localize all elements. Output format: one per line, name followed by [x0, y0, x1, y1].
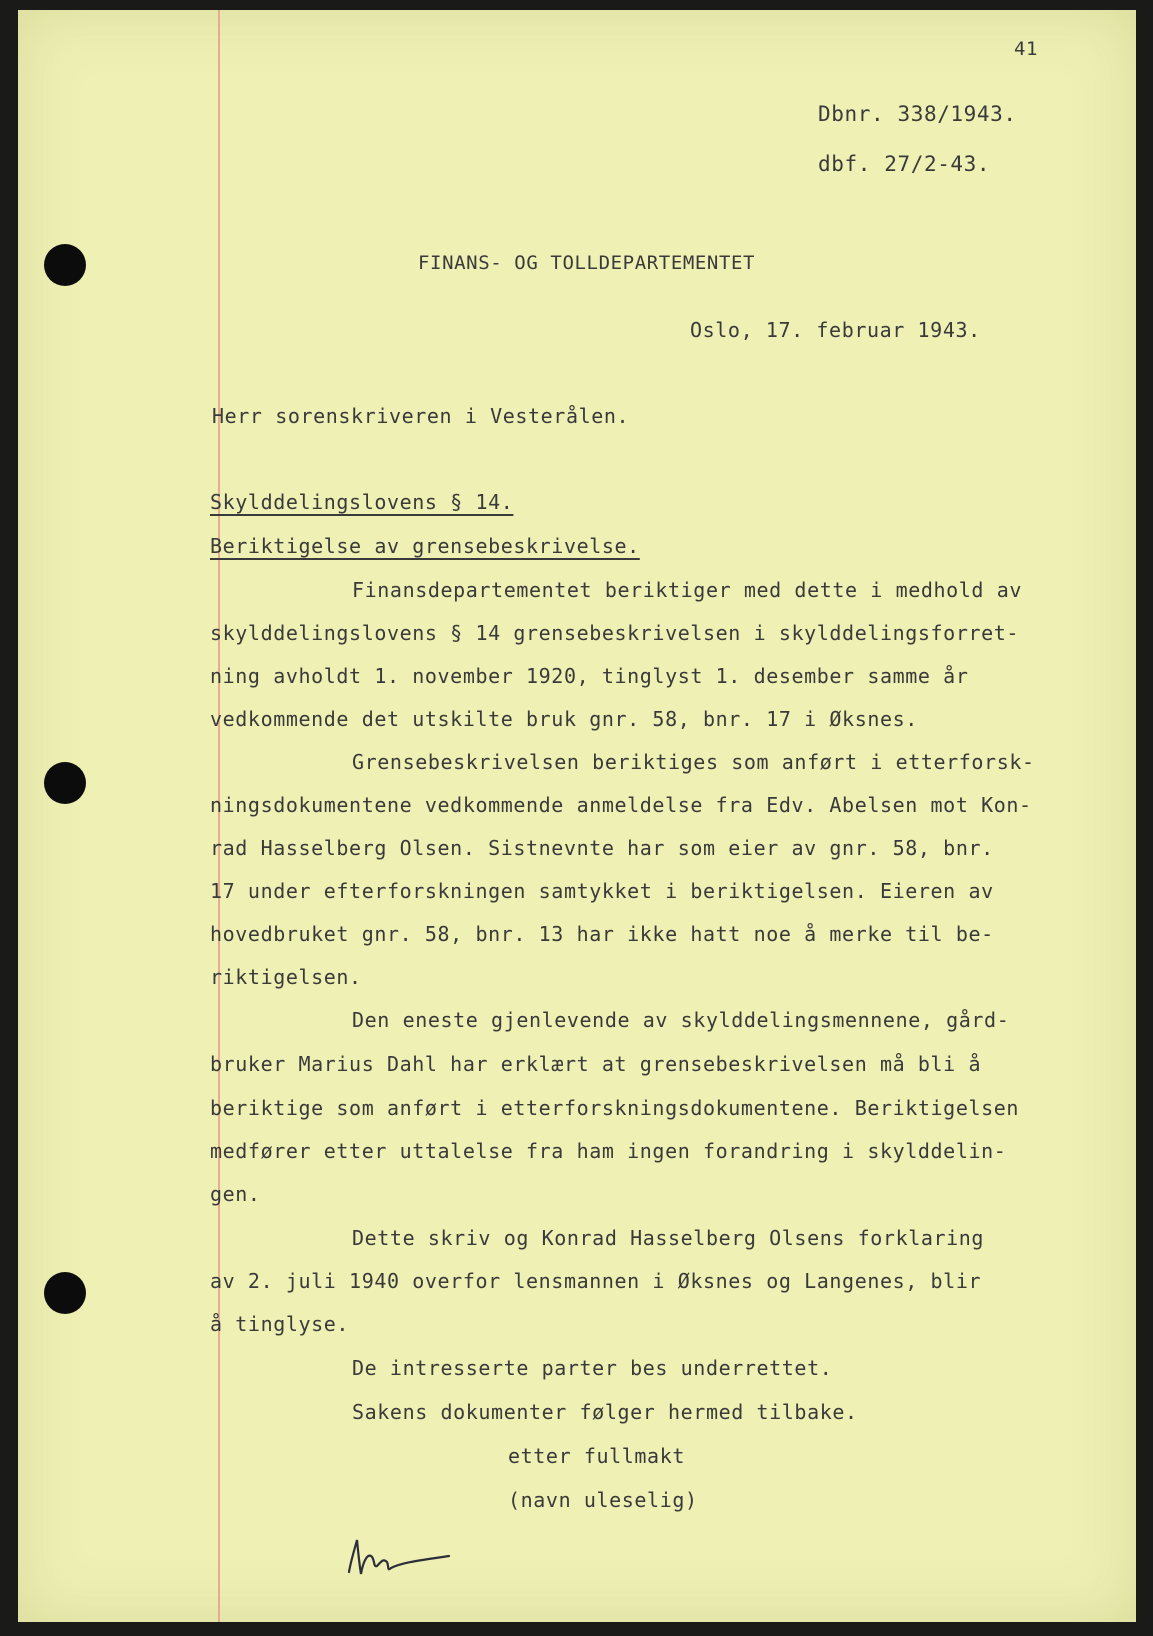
- body-line: beriktige som anført i etterforskningsdokumentene. Beriktigelsen: [210, 1096, 1020, 1120]
- dbf-reference: dbf. 27/2-43.: [818, 152, 991, 176]
- body-line: medfører etter uttalelse fra ham ingen forandring i skylddelin-: [210, 1139, 1007, 1163]
- punch-hole-middle: [44, 762, 86, 804]
- body-line: vedkommende det utskilte bruk gnr. 58, bnr. 17 i Øksnes.: [210, 707, 918, 731]
- subject-line-1: Skylddelingslovens § 14.: [210, 490, 514, 514]
- body-line: Grensebeskrivelsen beriktiges som anført i etterforsk-: [352, 750, 1035, 774]
- body-line: De intresserte parter bes underrettet.: [352, 1356, 833, 1380]
- body-line: Finansdepartementet beriktiger med dette i medhold av: [352, 578, 1022, 602]
- body-line: skylddelingslovens § 14 grensebeskrivelsen i skylddelingsforret-: [210, 621, 1020, 645]
- body-line: Sakens dokumenter følger hermed tilbake.: [352, 1400, 858, 1424]
- body-line: 17 under efterforskningen samtykket i beriktigelsen. Eieren av: [210, 879, 994, 903]
- body-line: Den eneste gjenlevende av skylddelingsmennene, gård-: [352, 1008, 1010, 1032]
- handwritten-signature: [343, 1532, 453, 1582]
- dbnr-reference: Dbnr. 338/1943.: [818, 102, 1017, 126]
- subject-line-2: Beriktigelse av grensebeskrivelse.: [210, 534, 640, 558]
- page-number: 41: [1014, 38, 1039, 60]
- addressee: Herr sorenskriveren i Vesterålen.: [212, 404, 630, 428]
- signature-note: (navn uleselig): [508, 1488, 698, 1512]
- body-line: rad Hasselberg Olsen. Sistnevnte har som eier av gnr. 58, bnr.: [210, 836, 994, 860]
- body-line: ning avholdt 1. november 1920, tinglyst 1. desember samme år: [210, 664, 969, 688]
- body-line: ningsdokumentene vedkommende anmeldelse fra Edv. Abelsen mot Kon-: [210, 793, 1032, 817]
- document-page: [18, 10, 1136, 1622]
- body-line: å tinglyse.: [210, 1312, 350, 1336]
- punch-hole-top: [44, 244, 86, 286]
- department-heading: FINANS- OG TOLLDEPARTEMENTET: [418, 252, 756, 274]
- body-line: Dette skriv og Konrad Hasselberg Olsens forklaring: [352, 1226, 985, 1250]
- body-line: hovedbruket gnr. 58, bnr. 13 har ikke hatt noe å merke til be-: [210, 922, 994, 946]
- closing-phrase: etter fullmakt: [508, 1444, 685, 1468]
- body-line: av 2. juli 1940 overfor lensmannen i Øksnes og Langenes, blir: [210, 1269, 982, 1293]
- punch-hole-bottom: [44, 1272, 86, 1314]
- body-line: bruker Marius Dahl har erklært at grensebeskrivelsen må bli å: [210, 1052, 982, 1076]
- place-date: Oslo, 17. februar 1943.: [690, 318, 981, 342]
- body-line: riktigelsen.: [210, 965, 362, 989]
- body-line: gen.: [210, 1182, 261, 1206]
